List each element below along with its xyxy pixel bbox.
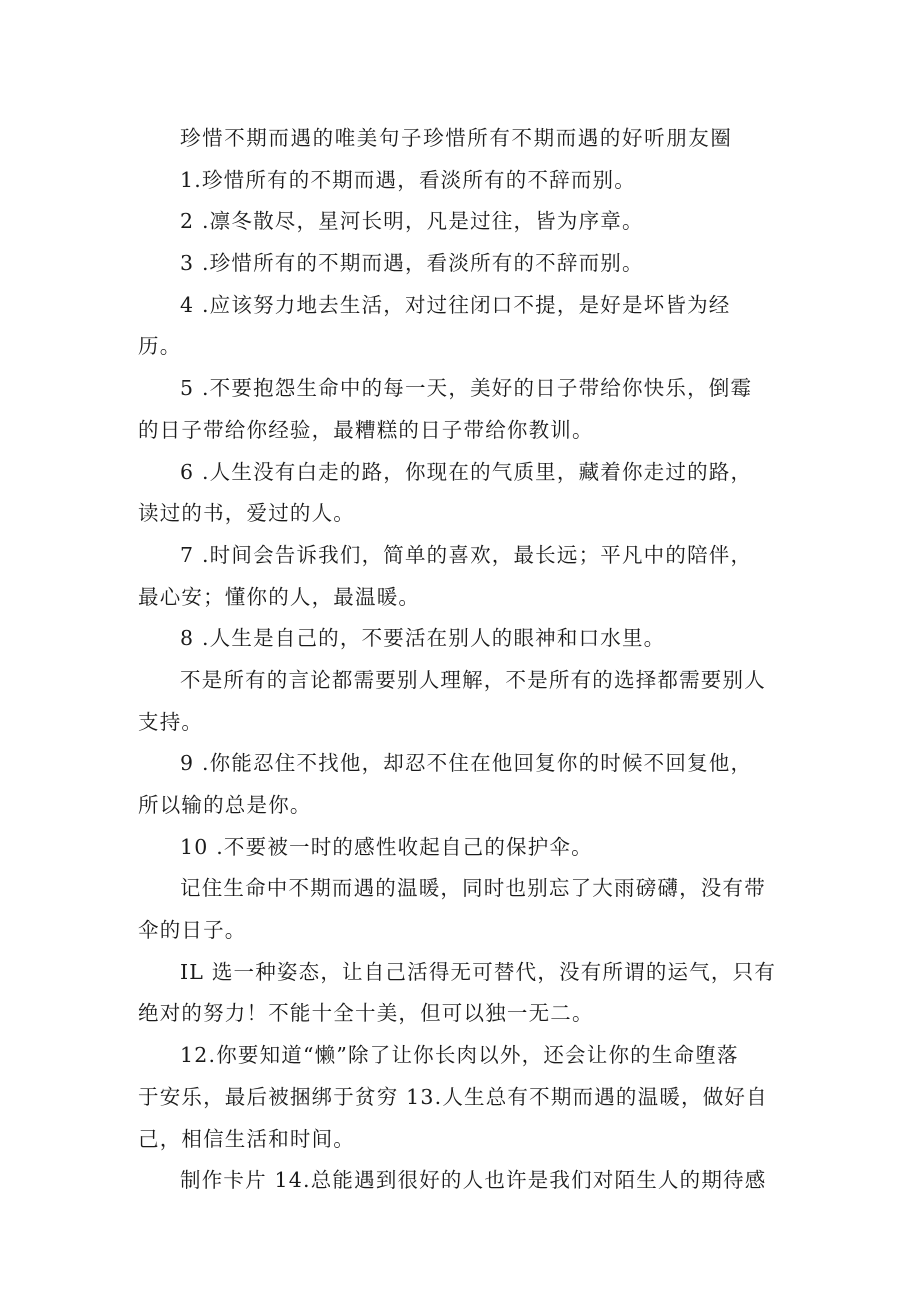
text-line: 最心安；懂你的人，最温暖。 — [138, 584, 421, 609]
document-body — [138, 118, 778, 1202]
text-line: 1.珍惜所有的不期而遇，看淡所有的不辞而别。 — [180, 167, 636, 192]
text-line: 历。 — [138, 334, 182, 359]
text-line: 所以输的总是你。 — [138, 793, 312, 817]
text-line: 6 .人生没有白走的路，你现在的气质里，藏着你走过的路， — [180, 459, 753, 484]
text-line: 7 .时间会告诉我们，简单的喜欢，最长远；平凡中的陪伴， — [180, 542, 753, 567]
text-line: 不是所有的言论都需要别人理解，不是所有的选择都需要别人 — [180, 667, 766, 692]
text-line: 读过的书，爱过的人。 — [138, 501, 355, 526]
text-line: IL 选一种姿态，让自己活得无可替代，没有所谓的运气，只有 — [180, 959, 777, 984]
paragraph-lines — [138, 160, 778, 1202]
text-line: 2 .凛冬散尽，星河长明，凡是过往，皆为序章。 — [180, 209, 644, 234]
text-line: 的日子带给你经验，最糟糕的日子带给你教训。 — [138, 417, 594, 442]
document-title: 珍惜不期而遇的唯美句子珍惜所有不期而遇的好听朋友圈 — [180, 126, 733, 150]
text-line: 9 .你能忍住不找他，却忍不住在他回复你的时候不回复他， — [180, 751, 753, 776]
text-line: 3 .珍惜所有的不期而遇，看淡所有的不辞而别。 — [180, 251, 644, 276]
text-line: 5 .不要抱怨生命中的每一天，美好的日子带给你快乐，倒霉 — [180, 376, 753, 401]
text-line: 12.你要知道“懒”除了让你长肉以外，还会让你的生命堕落 — [180, 1043, 739, 1068]
text-line: 伞的日子。 — [138, 918, 247, 943]
text-line: 支持。 — [138, 709, 204, 734]
text-line: 8 .人生是自己的，不要活在别人的眼神和口水里。 — [180, 626, 666, 651]
text-line: 于安乐，最后被捆绑于贫穷 13.人生总有不期而遇的温暖，做好自 — [138, 1084, 768, 1109]
text-line: 4 .应该努力地去生活，对过往闭口不提，是好是坏皆为经 — [180, 292, 731, 317]
text-line: 己，相信生活和时间。 — [138, 1126, 355, 1151]
text-line: 绝对的努力！不能十全十美，但可以独一无二。 — [138, 1001, 594, 1026]
text-line: 10 .不要被一时的感性收起自己的保护伞。 — [180, 834, 593, 859]
text-line: 记住生命中不期而遇的温暖，同时也别忘了大雨磅礴，没有带 — [180, 876, 766, 901]
text-line: 制作卡片 14.总能遇到很好的人也许是我们对陌生人的期待感 — [180, 1168, 767, 1193]
